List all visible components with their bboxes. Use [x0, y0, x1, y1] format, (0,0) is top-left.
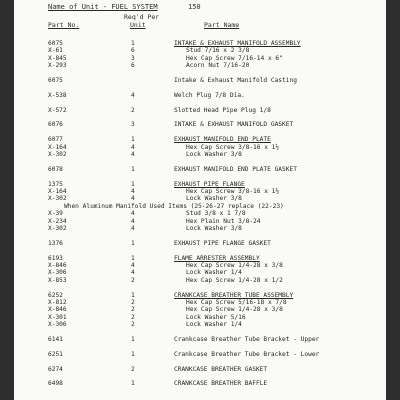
part-number: X-234	[48, 217, 67, 225]
qty-per-unit: 4	[131, 91, 135, 99]
part-name: Hex Cap Screw 3/8-16 x 1½	[186, 188, 280, 195]
part-name: INTAKE & EXHAUST MANIFOLD ASSEMBLY	[174, 40, 301, 47]
part-name: Hex Cap Screw 3/8-16 x 1½	[186, 143, 280, 151]
qty-per-unit: 4	[131, 262, 135, 269]
qty-per-unit: 4	[131, 225, 135, 232]
part-number: X-853	[48, 276, 67, 284]
part-name: Crankcase Breather Tube Bracket - Upper	[174, 336, 320, 343]
part-name: EXHAUST PIPE FLANGE GASKET	[174, 239, 271, 247]
col-header-reqd-line2: Unit	[130, 21, 146, 29]
unit-name: Name of Unit - FUEL SYSTEM	[48, 3, 158, 11]
qty-per-unit: 1	[131, 239, 135, 247]
part-number: 6252	[48, 291, 63, 299]
part-number: 1376	[48, 239, 63, 247]
qty-per-unit: 1	[131, 40, 135, 47]
document-page	[14, 0, 386, 400]
part-name: Lock Washer 1/4	[186, 321, 242, 329]
part-number: 6274	[48, 365, 63, 373]
part-number: X-302	[48, 151, 67, 158]
part-number: X-39	[48, 210, 63, 218]
part-number: 1375	[48, 180, 63, 188]
part-number: 6077	[48, 136, 63, 144]
part-name: CRANKCASE BREATHER GASKET	[174, 365, 268, 373]
part-number: X-538	[48, 91, 67, 99]
part-name: When Aluminum Manifold Used Items (25-26-27 replace (22-23)	[64, 202, 284, 210]
qty-per-unit: 4	[131, 217, 135, 225]
qty-per-unit: 2	[131, 365, 135, 373]
qty-per-unit: 4	[131, 210, 135, 218]
qty-per-unit: 4	[131, 143, 135, 151]
qty-per-unit: 1	[131, 336, 135, 343]
qty-per-unit: 2	[131, 299, 135, 306]
part-number: X-846	[48, 306, 67, 314]
part-name: Hex Cap Screw 5/16-18 x 7/8	[186, 299, 287, 306]
part-number: 6498	[48, 380, 63, 388]
part-number: 6193	[48, 254, 63, 262]
part-number: 6251	[48, 350, 63, 358]
qty-per-unit: 4	[131, 195, 135, 203]
part-name: Acorn Nut 7/16-20	[186, 62, 250, 70]
unit-title	[48, 3, 201, 11]
qty-per-unit: 2	[131, 313, 135, 321]
part-name: EXHAUST MANIFOLD END PLATE GASKET	[174, 165, 297, 173]
part-name: Hex Cap Screw 1/4-28 x 1/2	[186, 276, 283, 284]
part-name: Hex Cap Screw 1/4-28 x 3/8	[186, 262, 283, 269]
unit-number: 150	[188, 3, 201, 11]
part-name: Lock Washer 1/4	[186, 269, 242, 277]
part-name: Intake & Exhaust Manifold Casting	[174, 77, 297, 84]
qty-per-unit: 4	[131, 188, 135, 195]
scan-border-right	[386, 0, 400, 400]
part-name: Lock Washer 3/8	[186, 195, 242, 203]
part-name: CRANKCASE BREATHER TUBE ASSEMBLY	[174, 291, 294, 299]
part-number: 6078	[48, 165, 63, 173]
qty-per-unit: 1	[131, 380, 135, 388]
part-number: X-812	[48, 299, 67, 306]
part-name: Stud 7/16 x 2 3/8	[186, 47, 250, 55]
part-number: X-845	[48, 54, 67, 62]
col-header-part-no: Part No.	[48, 21, 80, 29]
part-name: Slotted Head Pipe Plug 1/8	[174, 106, 271, 114]
qty-per-unit: 1	[131, 180, 135, 188]
part-number: X-306	[48, 321, 67, 329]
part-name: CRANKCASE BREATHER BAFFLE	[174, 380, 268, 388]
part-number: X-164	[48, 143, 67, 151]
part-name: Stud 3/8 x 1 7/8	[186, 210, 246, 218]
part-number: 6141	[48, 336, 63, 343]
qty-per-unit: 2	[131, 321, 135, 329]
qty-per-unit: 1	[131, 291, 135, 299]
part-name: EXHAUST MANIFOLD END PLATE	[174, 136, 271, 144]
part-number: X-293	[48, 62, 67, 70]
col-header-reqd-line1: Req'd Per	[124, 13, 160, 21]
qty-per-unit: 4	[131, 151, 135, 158]
qty-per-unit: 1	[131, 254, 135, 262]
part-number: X-572	[48, 106, 67, 114]
qty-per-unit: 6	[131, 47, 135, 55]
part-name: EXHAUST PIPE FLANGE	[174, 180, 245, 188]
part-number: 6075	[48, 77, 63, 84]
part-name: FLAME ARRESTER ASSEMBLY	[174, 254, 260, 262]
part-name: Hex Cap Screw 7/16-14 x 6"	[186, 54, 283, 62]
list-item	[14, 380, 386, 388]
part-name: Hex Plain Nut 3/8-24	[186, 217, 261, 225]
scan-border-left	[0, 0, 14, 400]
qty-per-unit: 3	[131, 121, 135, 129]
qty-per-unit: 1	[131, 136, 135, 144]
part-number: 6075	[48, 40, 63, 47]
qty-per-unit: 2	[131, 106, 135, 114]
part-number: X-306	[48, 269, 67, 277]
part-name: Lock Washer 3/8	[186, 151, 242, 158]
part-name: Hex Cap Screw 1/4-28 x 3/8	[186, 306, 283, 314]
qty-per-unit: 2	[131, 306, 135, 314]
col-header-part-name: Part Name	[204, 21, 240, 29]
part-name: Lock Washer 5/16	[186, 313, 246, 321]
part-name: INTAKE & EXHAUST MANIFOLD GASKET	[174, 121, 294, 129]
part-number: X-164	[48, 188, 67, 195]
part-number: X-61	[48, 47, 63, 55]
part-number: X-302	[48, 195, 67, 203]
part-name: Crankcase Breather Tube Bracket - Lower	[174, 350, 320, 358]
qty-per-unit: 3	[131, 54, 135, 62]
part-name: Lock Washer 3/8	[186, 225, 242, 232]
part-number: 6076	[48, 121, 63, 129]
qty-per-unit: 1	[131, 165, 135, 173]
part-number: X-846	[48, 262, 67, 269]
qty-per-unit: 4	[131, 269, 135, 277]
qty-per-unit: 1	[131, 350, 135, 358]
qty-per-unit: 2	[131, 276, 135, 284]
part-name: Welch Plug 7/8 Dia.	[174, 91, 245, 99]
qty-per-unit: 6	[131, 62, 135, 70]
part-number: X-302	[48, 225, 67, 232]
part-number: X-301	[48, 313, 67, 321]
